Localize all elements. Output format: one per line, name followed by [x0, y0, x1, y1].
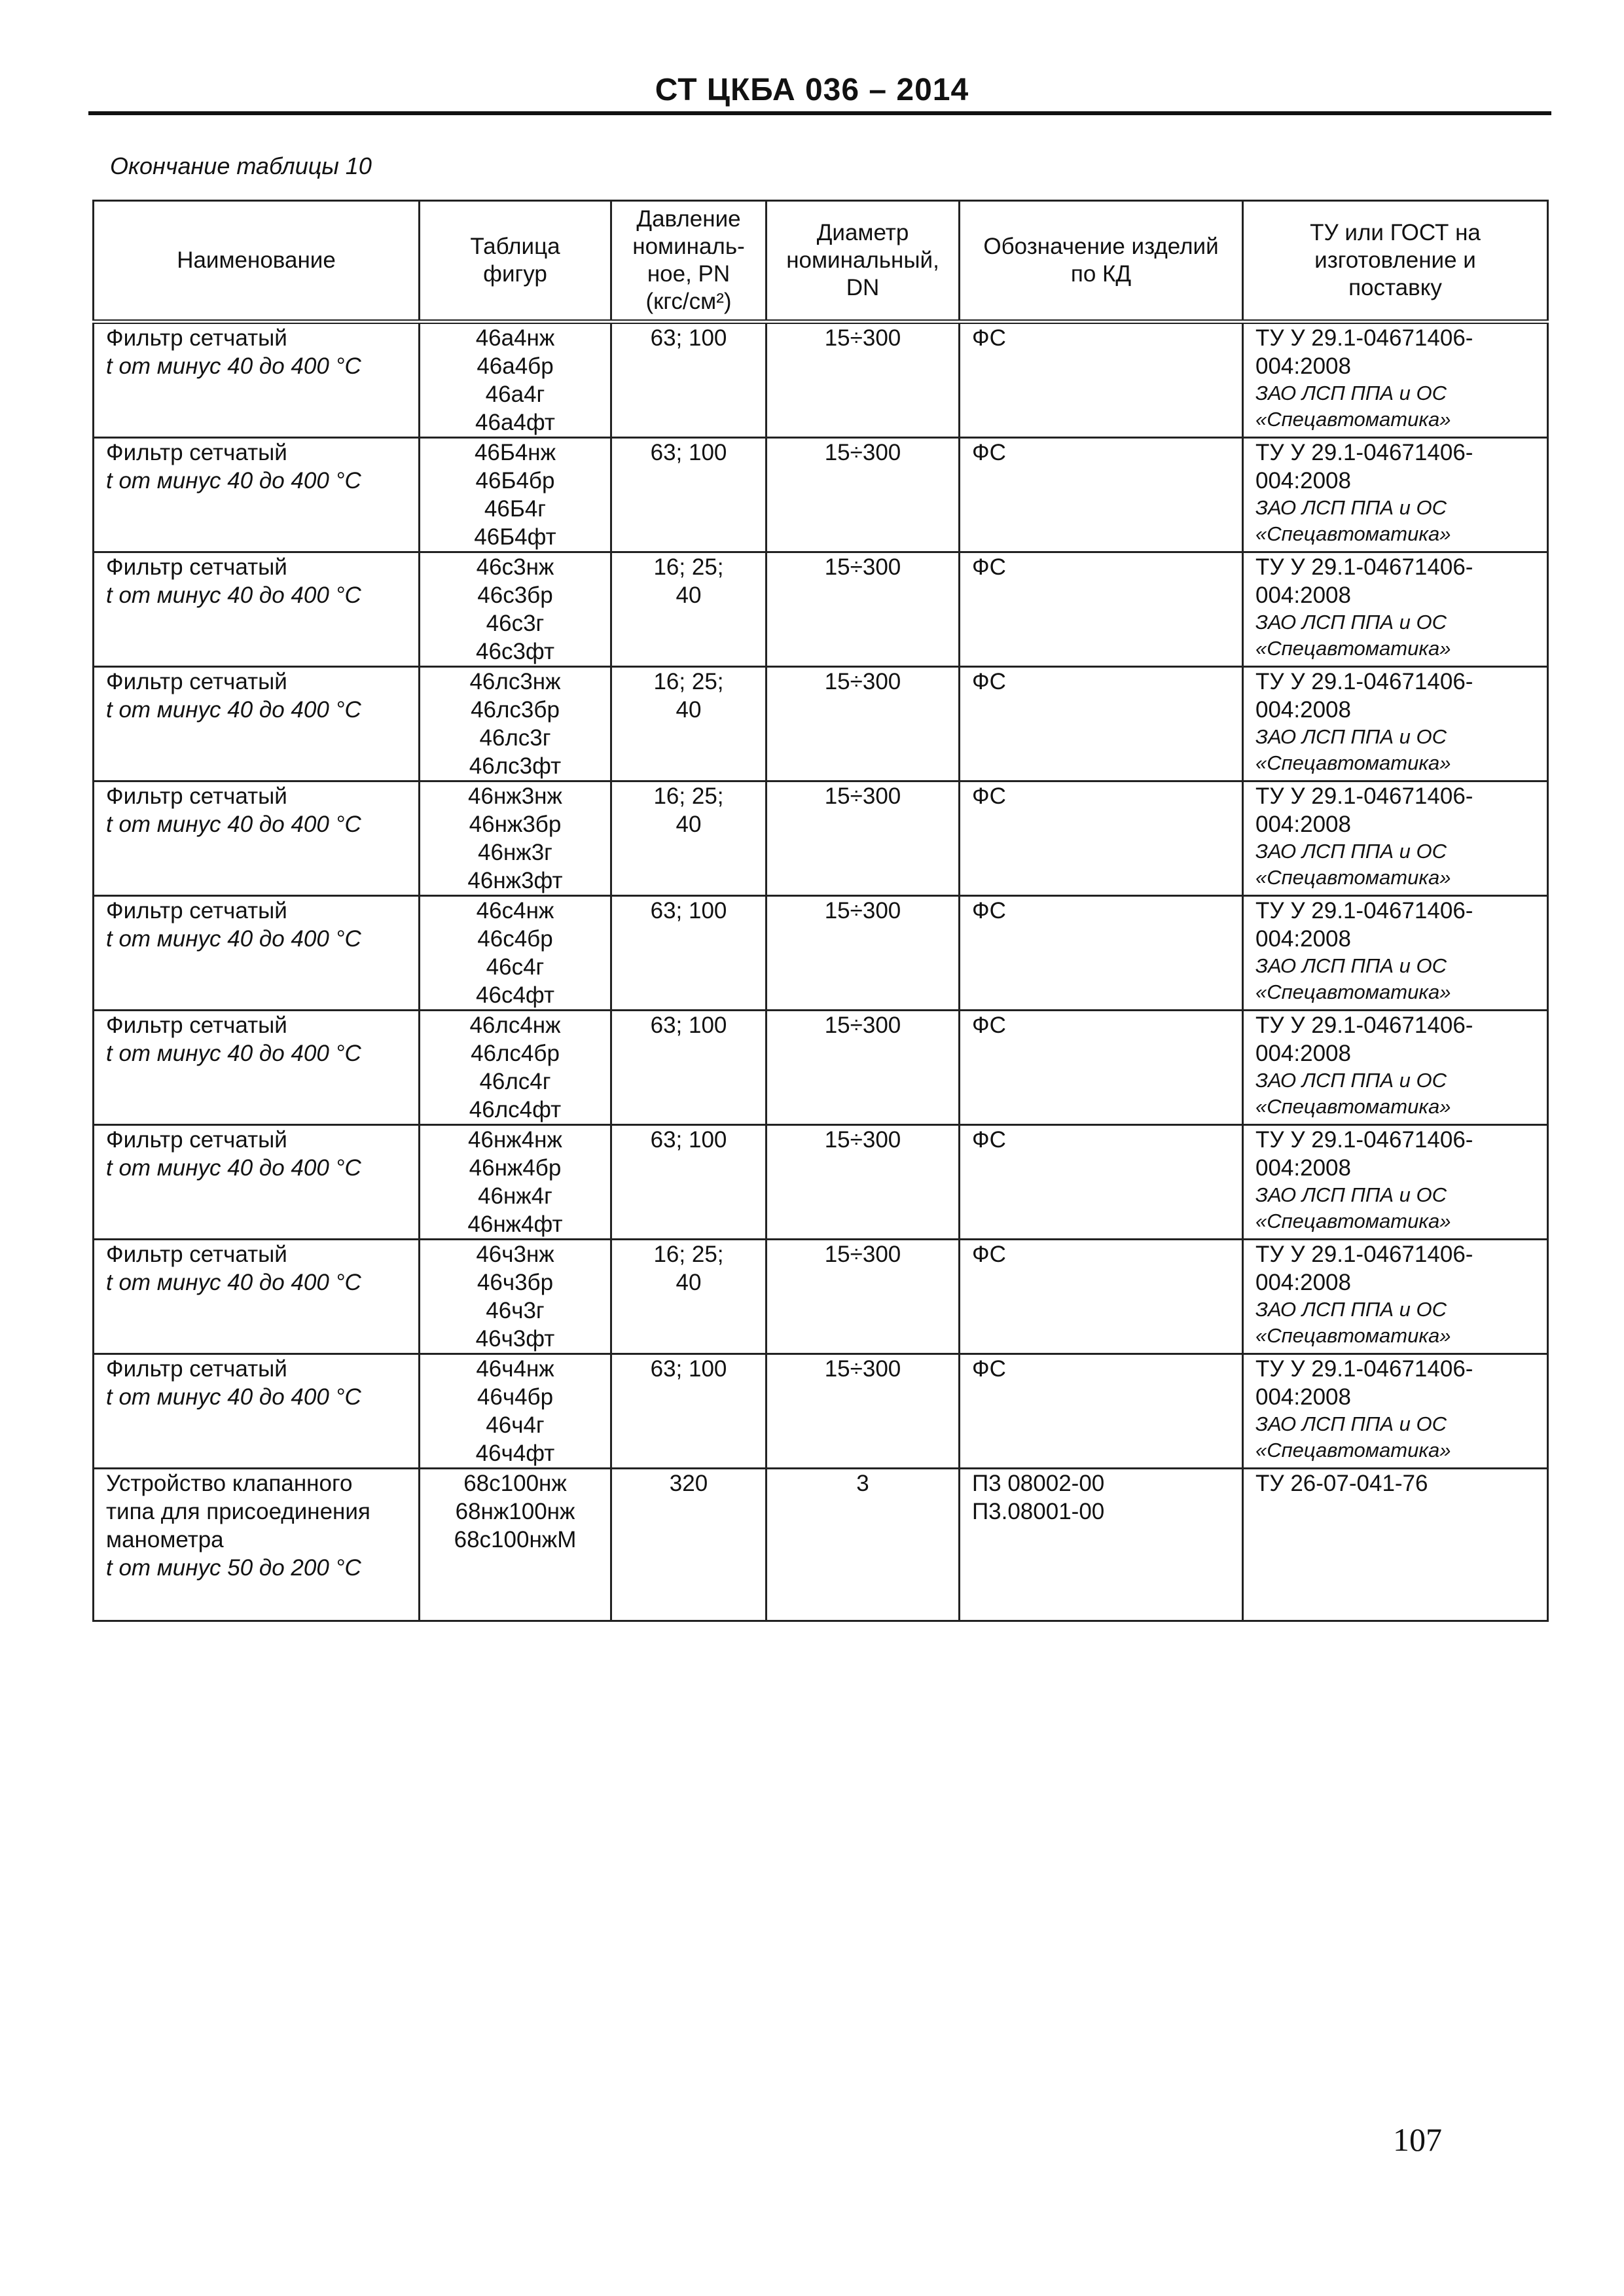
standard-number: ТУ У 29.1-04671406- — [1255, 1013, 1473, 1038]
table-row — [94, 322, 1548, 438]
cell-standard — [1243, 1125, 1548, 1240]
figure-code: 68с100нж — [463, 1471, 567, 1496]
manufacturer: «Спецавтоматика» — [1255, 1324, 1451, 1347]
temperature-range: t от минус 40 до 400 °С — [106, 468, 361, 493]
standard-number: 004:2008 — [1255, 583, 1351, 608]
pressure-value: 63; 100 — [650, 898, 727, 924]
figure-code: 46нж4нж — [468, 1127, 562, 1153]
cell-designation — [960, 1354, 1243, 1469]
diameter-value: 15÷300 — [824, 783, 901, 809]
header-rule — [88, 111, 1551, 115]
cell-diameter — [767, 896, 960, 1011]
cell-name — [94, 781, 420, 896]
product-name: типа для присоединения — [106, 1499, 370, 1524]
figure-code: 46нж3фт — [467, 868, 563, 893]
figure-code: 46нж3бр — [469, 812, 562, 837]
designation-value: ФС — [972, 325, 1006, 351]
standard-number: ТУ У 29.1-04671406- — [1255, 325, 1473, 351]
table-row — [94, 1011, 1548, 1125]
manufacturer: «Спецавтоматика» — [1255, 637, 1451, 660]
figure-code: 46лс4нж — [469, 1013, 561, 1038]
designation-value: ФС — [972, 1127, 1006, 1153]
figure-code: 46а4нж — [475, 325, 555, 351]
column-header-diameter: Диаметр номинальный, DN — [767, 201, 960, 322]
designation-value: ФС — [972, 1013, 1006, 1038]
manufacturer: «Спецавтоматика» — [1255, 980, 1451, 1003]
product-name: Фильтр сетчатый — [106, 1013, 287, 1038]
cell-designation — [960, 1469, 1243, 1621]
document-header: СТ ЦКБА 036 – 2014 — [655, 73, 969, 107]
standard-number: 004:2008 — [1255, 926, 1351, 952]
cell-standard — [1243, 1469, 1548, 1621]
cell-designation — [960, 781, 1243, 896]
pressure-value: 40 — [676, 697, 702, 723]
product-name: Фильтр сетчатый — [106, 554, 287, 580]
diameter-value: 3 — [856, 1471, 869, 1496]
temperature-range: t от минус 40 до 400 °С — [106, 1155, 361, 1181]
standard-number: ТУ У 29.1-04671406- — [1255, 1242, 1473, 1267]
standard-number: 004:2008 — [1255, 1384, 1351, 1410]
figure-code: 46а4бр — [477, 353, 554, 379]
product-name: Фильтр сетчатый — [106, 669, 287, 694]
figure-code: 46с4бр — [477, 926, 553, 952]
figure-code: 46нж4г — [478, 1183, 552, 1209]
cell-figures — [420, 322, 611, 438]
cell-designation — [960, 322, 1243, 438]
standard-number: 004:2008 — [1255, 1041, 1351, 1066]
cell-designation — [960, 1125, 1243, 1240]
manufacturer: «Спецавтоматика» — [1255, 751, 1451, 774]
cell-designation — [960, 1240, 1243, 1354]
figure-code: 46ч3г — [486, 1298, 545, 1323]
manufacturer: «Спецавтоматика» — [1255, 522, 1451, 545]
cell-name — [94, 1011, 420, 1125]
cell-pressure — [611, 667, 767, 781]
table-row — [94, 667, 1548, 781]
cell-figures — [420, 1125, 611, 1240]
cell-diameter — [767, 438, 960, 552]
pressure-value: 40 — [676, 1270, 702, 1295]
figure-code: 46ч3нж — [476, 1242, 554, 1267]
cell-pressure — [611, 1469, 767, 1621]
diameter-value: 15÷300 — [824, 440, 901, 465]
cell-pressure — [611, 781, 767, 896]
cell-standard — [1243, 896, 1548, 1011]
table-row — [94, 1240, 1548, 1354]
figure-code: 46Б4нж — [474, 440, 556, 465]
cell-diameter — [767, 1354, 960, 1469]
pressure-value: 63; 100 — [650, 440, 727, 465]
cell-diameter — [767, 1240, 960, 1354]
designation-value: ФС — [972, 1242, 1006, 1267]
table-row — [94, 1354, 1548, 1469]
temperature-range: t от минус 40 до 400 °С — [106, 1270, 361, 1295]
figure-code: 46с3нж — [476, 554, 554, 580]
cell-name — [94, 322, 420, 438]
column-header-name: Наименование — [94, 201, 420, 322]
pressure-value: 16; 25; — [653, 783, 724, 809]
standard-number: ТУ У 29.1-04671406- — [1255, 440, 1473, 465]
designation-value: ФС — [972, 669, 1006, 694]
pressure-value: 63; 100 — [650, 1013, 727, 1038]
diameter-value: 15÷300 — [824, 554, 901, 580]
cell-standard — [1243, 1354, 1548, 1469]
cell-figures — [420, 552, 611, 667]
manufacturer: ЗАО ЛСП ППА и ОС — [1255, 1412, 1447, 1435]
diameter-value: 15÷300 — [824, 1356, 901, 1382]
cell-figures — [420, 667, 611, 781]
cell-figures — [420, 1240, 611, 1354]
product-name: Фильтр сетчатый — [106, 898, 287, 924]
diameter-value: 15÷300 — [824, 325, 901, 351]
table-row — [94, 1125, 1548, 1240]
cell-name — [94, 552, 420, 667]
designation-value: ФС — [972, 440, 1006, 465]
figure-code: 68нж100нж — [455, 1499, 575, 1524]
column-header-designation: Обозначение изделий по КД — [960, 201, 1243, 322]
manufacturer: ЗАО ЛСП ППА и ОС — [1255, 1183, 1447, 1206]
figure-code: 46нж3нж — [468, 783, 562, 809]
pressure-value: 320 — [669, 1471, 708, 1496]
table-row — [94, 781, 1548, 896]
pressure-value: 40 — [676, 583, 702, 608]
figure-code: 46Б4фт — [474, 524, 556, 550]
temperature-range: t от минус 40 до 400 °С — [106, 926, 361, 952]
figure-code: 46ч3бр — [477, 1270, 554, 1295]
figure-code: 68с100нжМ — [454, 1527, 577, 1552]
figure-code: 46лс4бр — [471, 1041, 560, 1066]
designation-value: П3 08002-00 — [972, 1471, 1105, 1496]
cell-figures — [420, 1354, 611, 1469]
product-name: Фильтр сетчатый — [106, 1242, 287, 1267]
figure-code: 46лс4г — [479, 1069, 551, 1094]
cell-figures — [420, 438, 611, 552]
cell-pressure — [611, 1125, 767, 1240]
cell-designation — [960, 667, 1243, 781]
cell-diameter — [767, 667, 960, 781]
diameter-value: 15÷300 — [824, 1013, 901, 1038]
pressure-value: 16; 25; — [653, 1242, 724, 1267]
figure-code: 46а4фт — [475, 410, 555, 435]
figure-code: 46ч4фт — [475, 1441, 555, 1466]
temperature-range: t от минус 40 до 400 °С — [106, 1041, 361, 1066]
standard-number: ТУ У 29.1-04671406- — [1255, 1127, 1473, 1153]
cell-standard — [1243, 1240, 1548, 1354]
designation-value: ФС — [972, 898, 1006, 924]
cell-pressure — [611, 438, 767, 552]
cell-pressure — [611, 322, 767, 438]
cell-figures — [420, 896, 611, 1011]
cell-figures — [420, 781, 611, 896]
temperature-range: t от минус 40 до 400 °С — [106, 353, 361, 379]
cell-figures — [420, 1011, 611, 1125]
manufacturer: ЗАО ЛСП ППА и ОС — [1255, 611, 1447, 634]
figure-code: 46с3фт — [476, 639, 554, 664]
figure-code: 46нж4фт — [467, 1211, 563, 1237]
product-name: Фильтр сетчатый — [106, 440, 287, 465]
manufacturer: ЗАО ЛСП ППА и ОС — [1255, 496, 1447, 519]
pressure-value: 63; 100 — [650, 325, 727, 351]
figure-code: 46с4фт — [476, 982, 554, 1008]
designation-value: ФС — [972, 554, 1006, 580]
data-table — [92, 200, 1549, 1622]
product-name: Фильтр сетчатый — [106, 1356, 287, 1382]
figure-code: 46ч4нж — [476, 1356, 554, 1382]
cell-pressure — [611, 1354, 767, 1469]
product-name: манометра — [106, 1527, 224, 1552]
diameter-value: 15÷300 — [824, 1127, 901, 1153]
standard-number: 004:2008 — [1255, 353, 1351, 379]
standard-number: ТУ У 29.1-04671406- — [1255, 783, 1473, 809]
temperature-range: t от минус 40 до 400 °С — [106, 583, 361, 608]
temperature-range: t от минус 40 до 400 °С — [106, 1384, 361, 1410]
figure-code: 46ч4бр — [477, 1384, 554, 1410]
figure-code: 46лс3нж — [469, 669, 561, 694]
manufacturer: ЗАО ЛСП ППА и ОС — [1255, 382, 1447, 404]
cell-designation — [960, 438, 1243, 552]
manufacturer: ЗАО ЛСП ППА и ОС — [1255, 840, 1447, 863]
cell-pressure — [611, 1011, 767, 1125]
cell-name — [94, 896, 420, 1011]
pressure-value: 40 — [676, 812, 702, 837]
cell-pressure — [611, 1240, 767, 1354]
product-name: Фильтр сетчатый — [106, 783, 287, 809]
standard-number: 004:2008 — [1255, 468, 1351, 493]
figure-code: 46лс4фт — [469, 1097, 562, 1122]
column-header-pressure: Давление номиналь- ное, PN (кгс/см²) — [611, 201, 767, 322]
diameter-value: 15÷300 — [824, 1242, 901, 1267]
figure-code: 46а4г — [485, 382, 545, 407]
manufacturer: ЗАО ЛСП ППА и ОС — [1255, 1298, 1447, 1321]
cell-name — [94, 667, 420, 781]
manufacturer: ЗАО ЛСП ППА и ОС — [1255, 1069, 1447, 1092]
column-header-figures: Таблица фигур — [420, 201, 611, 322]
cell-designation — [960, 552, 1243, 667]
figure-code: 46с4нж — [476, 898, 554, 924]
temperature-range: t от минус 50 до 200 °С — [106, 1555, 361, 1581]
cell-name — [94, 1354, 420, 1469]
table-row — [94, 896, 1548, 1011]
figure-code: 46с4г — [486, 954, 545, 980]
pressure-value: 63; 100 — [650, 1356, 727, 1382]
manufacturer: ЗАО ЛСП ППА и ОС — [1255, 725, 1447, 748]
cell-name — [94, 1240, 420, 1354]
figure-code: 46ч3фт — [475, 1326, 555, 1352]
product-name: Фильтр сетчатый — [106, 325, 287, 351]
cell-standard — [1243, 781, 1548, 896]
standard-number: 004:2008 — [1255, 697, 1351, 723]
diameter-value: 15÷300 — [824, 898, 901, 924]
figure-code: 46с3бр — [477, 583, 553, 608]
figure-code: 46нж3г — [478, 840, 552, 865]
figure-code: 46Б4г — [484, 496, 547, 522]
cell-name — [94, 1125, 420, 1240]
cell-standard — [1243, 322, 1548, 438]
cell-diameter — [767, 1011, 960, 1125]
designation-value: ФС — [972, 1356, 1006, 1382]
pressure-value: 16; 25; — [653, 669, 724, 694]
table-caption: Окончание таблицы 10 — [110, 152, 372, 179]
cell-name — [94, 438, 420, 552]
standard-number: ТУ У 29.1-04671406- — [1255, 898, 1473, 924]
manufacturer: ЗАО ЛСП ППА и ОС — [1255, 954, 1447, 977]
page-number: 107 — [1393, 2121, 1442, 2158]
product-name: Фильтр сетчатый — [106, 1127, 287, 1153]
cell-diameter — [767, 1469, 960, 1621]
pressure-value: 16; 25; — [653, 554, 724, 580]
manufacturer: «Спецавтоматика» — [1255, 1095, 1451, 1118]
cell-diameter — [767, 781, 960, 896]
diameter-value: 15÷300 — [824, 669, 901, 694]
standard-number: ТУ 26-07-041-76 — [1255, 1471, 1428, 1496]
cell-standard — [1243, 552, 1548, 667]
cell-designation — [960, 1011, 1243, 1125]
manufacturer: «Спецавтоматика» — [1255, 408, 1451, 431]
temperature-range: t от минус 40 до 400 °С — [106, 812, 361, 837]
product-name: Устройство клапанного — [106, 1471, 353, 1496]
standard-number: 004:2008 — [1255, 1270, 1351, 1295]
pressure-value: 63; 100 — [650, 1127, 727, 1153]
table-header-row — [94, 201, 1548, 322]
cell-pressure — [611, 552, 767, 667]
figure-code: 46с3г — [486, 611, 545, 636]
cell-pressure — [611, 896, 767, 1011]
table-row — [94, 1469, 1548, 1621]
cell-standard — [1243, 438, 1548, 552]
standard-number: 004:2008 — [1255, 812, 1351, 837]
table-row — [94, 552, 1548, 667]
cell-figures — [420, 1469, 611, 1621]
standard-number: ТУ У 29.1-04671406- — [1255, 554, 1473, 580]
manufacturer: «Спецавтоматика» — [1255, 1439, 1451, 1462]
cell-diameter — [767, 322, 960, 438]
standard-number: ТУ У 29.1-04671406- — [1255, 669, 1473, 694]
cell-diameter — [767, 552, 960, 667]
manufacturer: «Спецавтоматика» — [1255, 866, 1451, 889]
cell-standard — [1243, 667, 1548, 781]
cell-designation — [960, 896, 1243, 1011]
table-row — [94, 438, 1548, 552]
cell-standard — [1243, 1011, 1548, 1125]
figure-code: 46Б4бр — [475, 468, 555, 493]
table-body — [94, 322, 1548, 1621]
manufacturer: «Спецавтоматика» — [1255, 1210, 1451, 1232]
temperature-range: t от минус 40 до 400 °С — [106, 697, 361, 723]
figure-code: 46ч4г — [486, 1412, 545, 1438]
cell-name — [94, 1469, 420, 1621]
designation-value: ФС — [972, 783, 1006, 809]
cell-diameter — [767, 1125, 960, 1240]
column-header-standard: ТУ или ГОСТ на изготовление и поставку — [1243, 201, 1548, 322]
standard-number: ТУ У 29.1-04671406- — [1255, 1356, 1473, 1382]
figure-code: 46лс3г — [479, 725, 551, 751]
designation-value: П3.08001-00 — [972, 1499, 1105, 1524]
standard-number: 004:2008 — [1255, 1155, 1351, 1181]
figure-code: 46лс3фт — [469, 753, 562, 779]
figure-code: 46нж4бр — [469, 1155, 562, 1181]
figure-code: 46лс3бр — [471, 697, 560, 723]
